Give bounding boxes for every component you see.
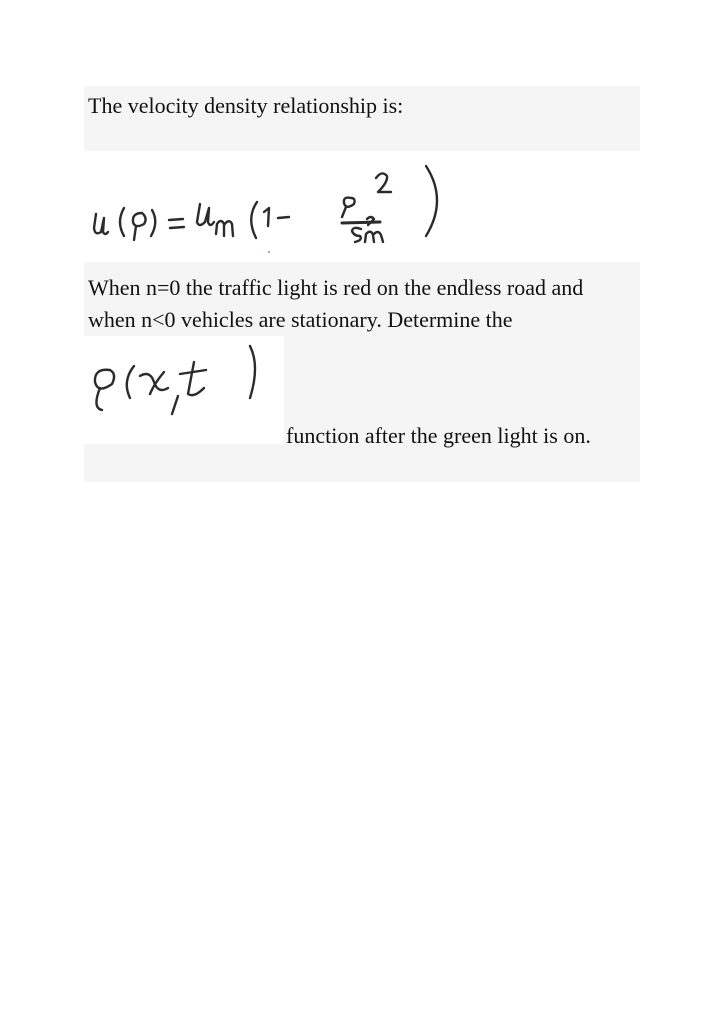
- intro-block: [84, 86, 640, 151]
- function-symbol-image: [84, 336, 284, 444]
- problem-line-1: When n=0 the traffic light is red on the endless road and: [88, 275, 584, 300]
- handwritten-function-symbol: [84, 336, 284, 444]
- handwritten-equation: [84, 152, 464, 258]
- problem-block: [84, 262, 640, 482]
- problem-line-3: function after the green light is on.: [286, 423, 591, 448]
- intro-text: The velocity density relationship is:: [88, 93, 404, 118]
- problem-line-2: when n<0 vehicles are stationary. Determine the: [88, 307, 513, 332]
- equation-image: [84, 152, 464, 258]
